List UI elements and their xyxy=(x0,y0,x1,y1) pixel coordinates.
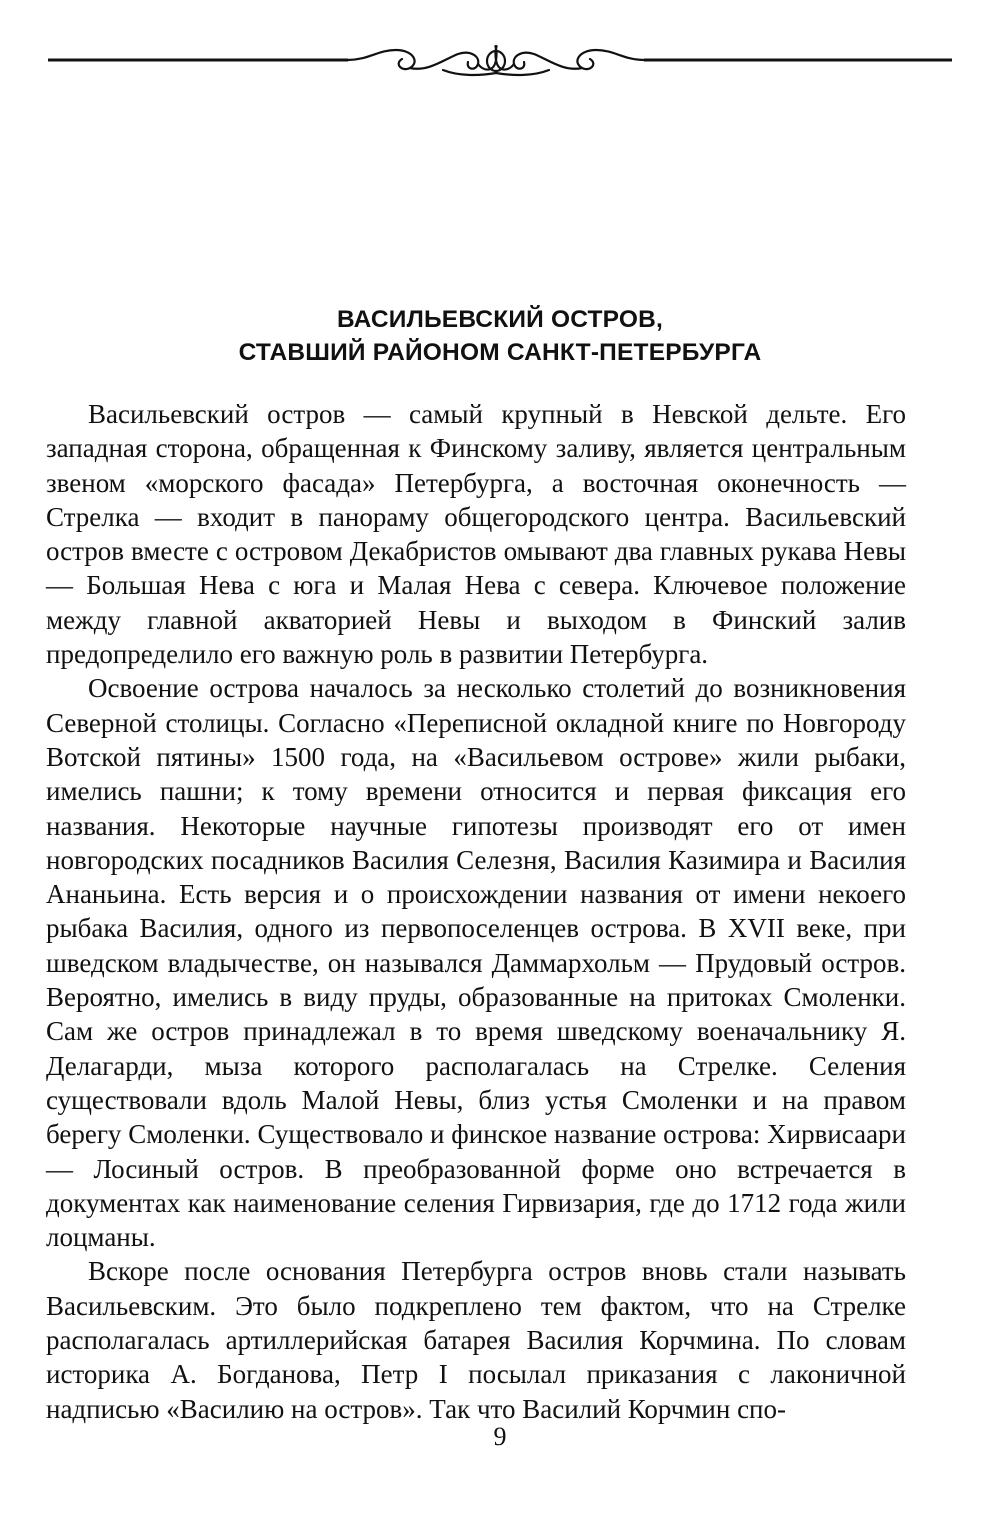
header-ornament xyxy=(48,40,952,80)
chapter-title-line-1: ВАСИЛЬЕВСКИЙ ОСТРОВ, xyxy=(336,306,664,333)
ornament-flourish-icon xyxy=(348,46,644,75)
chapter-title-line-2: СТАВШИЙ РАЙОНОМ САНКТ-ПЕТЕРБУРГА xyxy=(238,339,762,366)
paragraph: Вскоре после основания Петербурга остров вновь стали называть Васильевским. Это было подкреплено тем фактом, что на Стрелке располагалась артиллерийская батарея Василия Корчмина. По словам историка А. Богданова, Петр I посылал приказания с лаконичной надписью «Василию на остров». Так что Василий Корчмин спо- xyxy=(46,1256,906,1424)
paragraph: Освоение острова началось за несколько столетий до возникновения Северной столицы. Согласно «Переписной окладной книге по Новгороду Вотской пятины» 1500 года, на «Васильевом острове» жили рыбаки, имелись пашни; к тому времени относится и первая фиксация его названия. Некоторые научные гипотезы производят его от имен новгородских посадников Василия Селезня, Василия Казимира и Василия Ананьина. Есть версия и о происхождении названия от имени некоего рыбака Василия, одного из первопоселенцев острова. В XVII веке, при шведском владычестве, он назывался Даммархольм — Прудовый остров. Вероятно, имелись в виду пруды, образованные на притоках Смоленки. Сам же остров принадлежал в то время шведскому военачальнику Я. Делагарди, мыза которого располагалась на Стрелке. Селения существовали вдоль Малой Невы, близ устья Смоленки и на правом берегу Смоленки. Существовало и финское название острова: Хирвисаари — Лосиный остров. В преобразованной форме оно встречается в документах как наименование селения Гирвизария, где до 1712 года жили лоцманы. xyxy=(46,673,906,1253)
body-text xyxy=(46,397,906,1426)
paragraph: Васильевский остров — самый крупный в Невской дельте. Его западная сторона, обращенная к Финскому заливу, является центральным звеном «морского фасада» Петербурга, а восточная оконечность — Стрелка — входит в панораму общегородского центра. Васильевский остров вместе с островом Декабристов омывают два главных рукава Невы — Большая Нева с юга и Малая Нева с севера. Ключевое положение между главной акваторией Невы и выходом в Финский залив предопределило его важную роль в развитии Петербурга. xyxy=(46,399,906,670)
page-number: 9 xyxy=(493,1422,507,1451)
chapter-title xyxy=(0,303,1000,369)
